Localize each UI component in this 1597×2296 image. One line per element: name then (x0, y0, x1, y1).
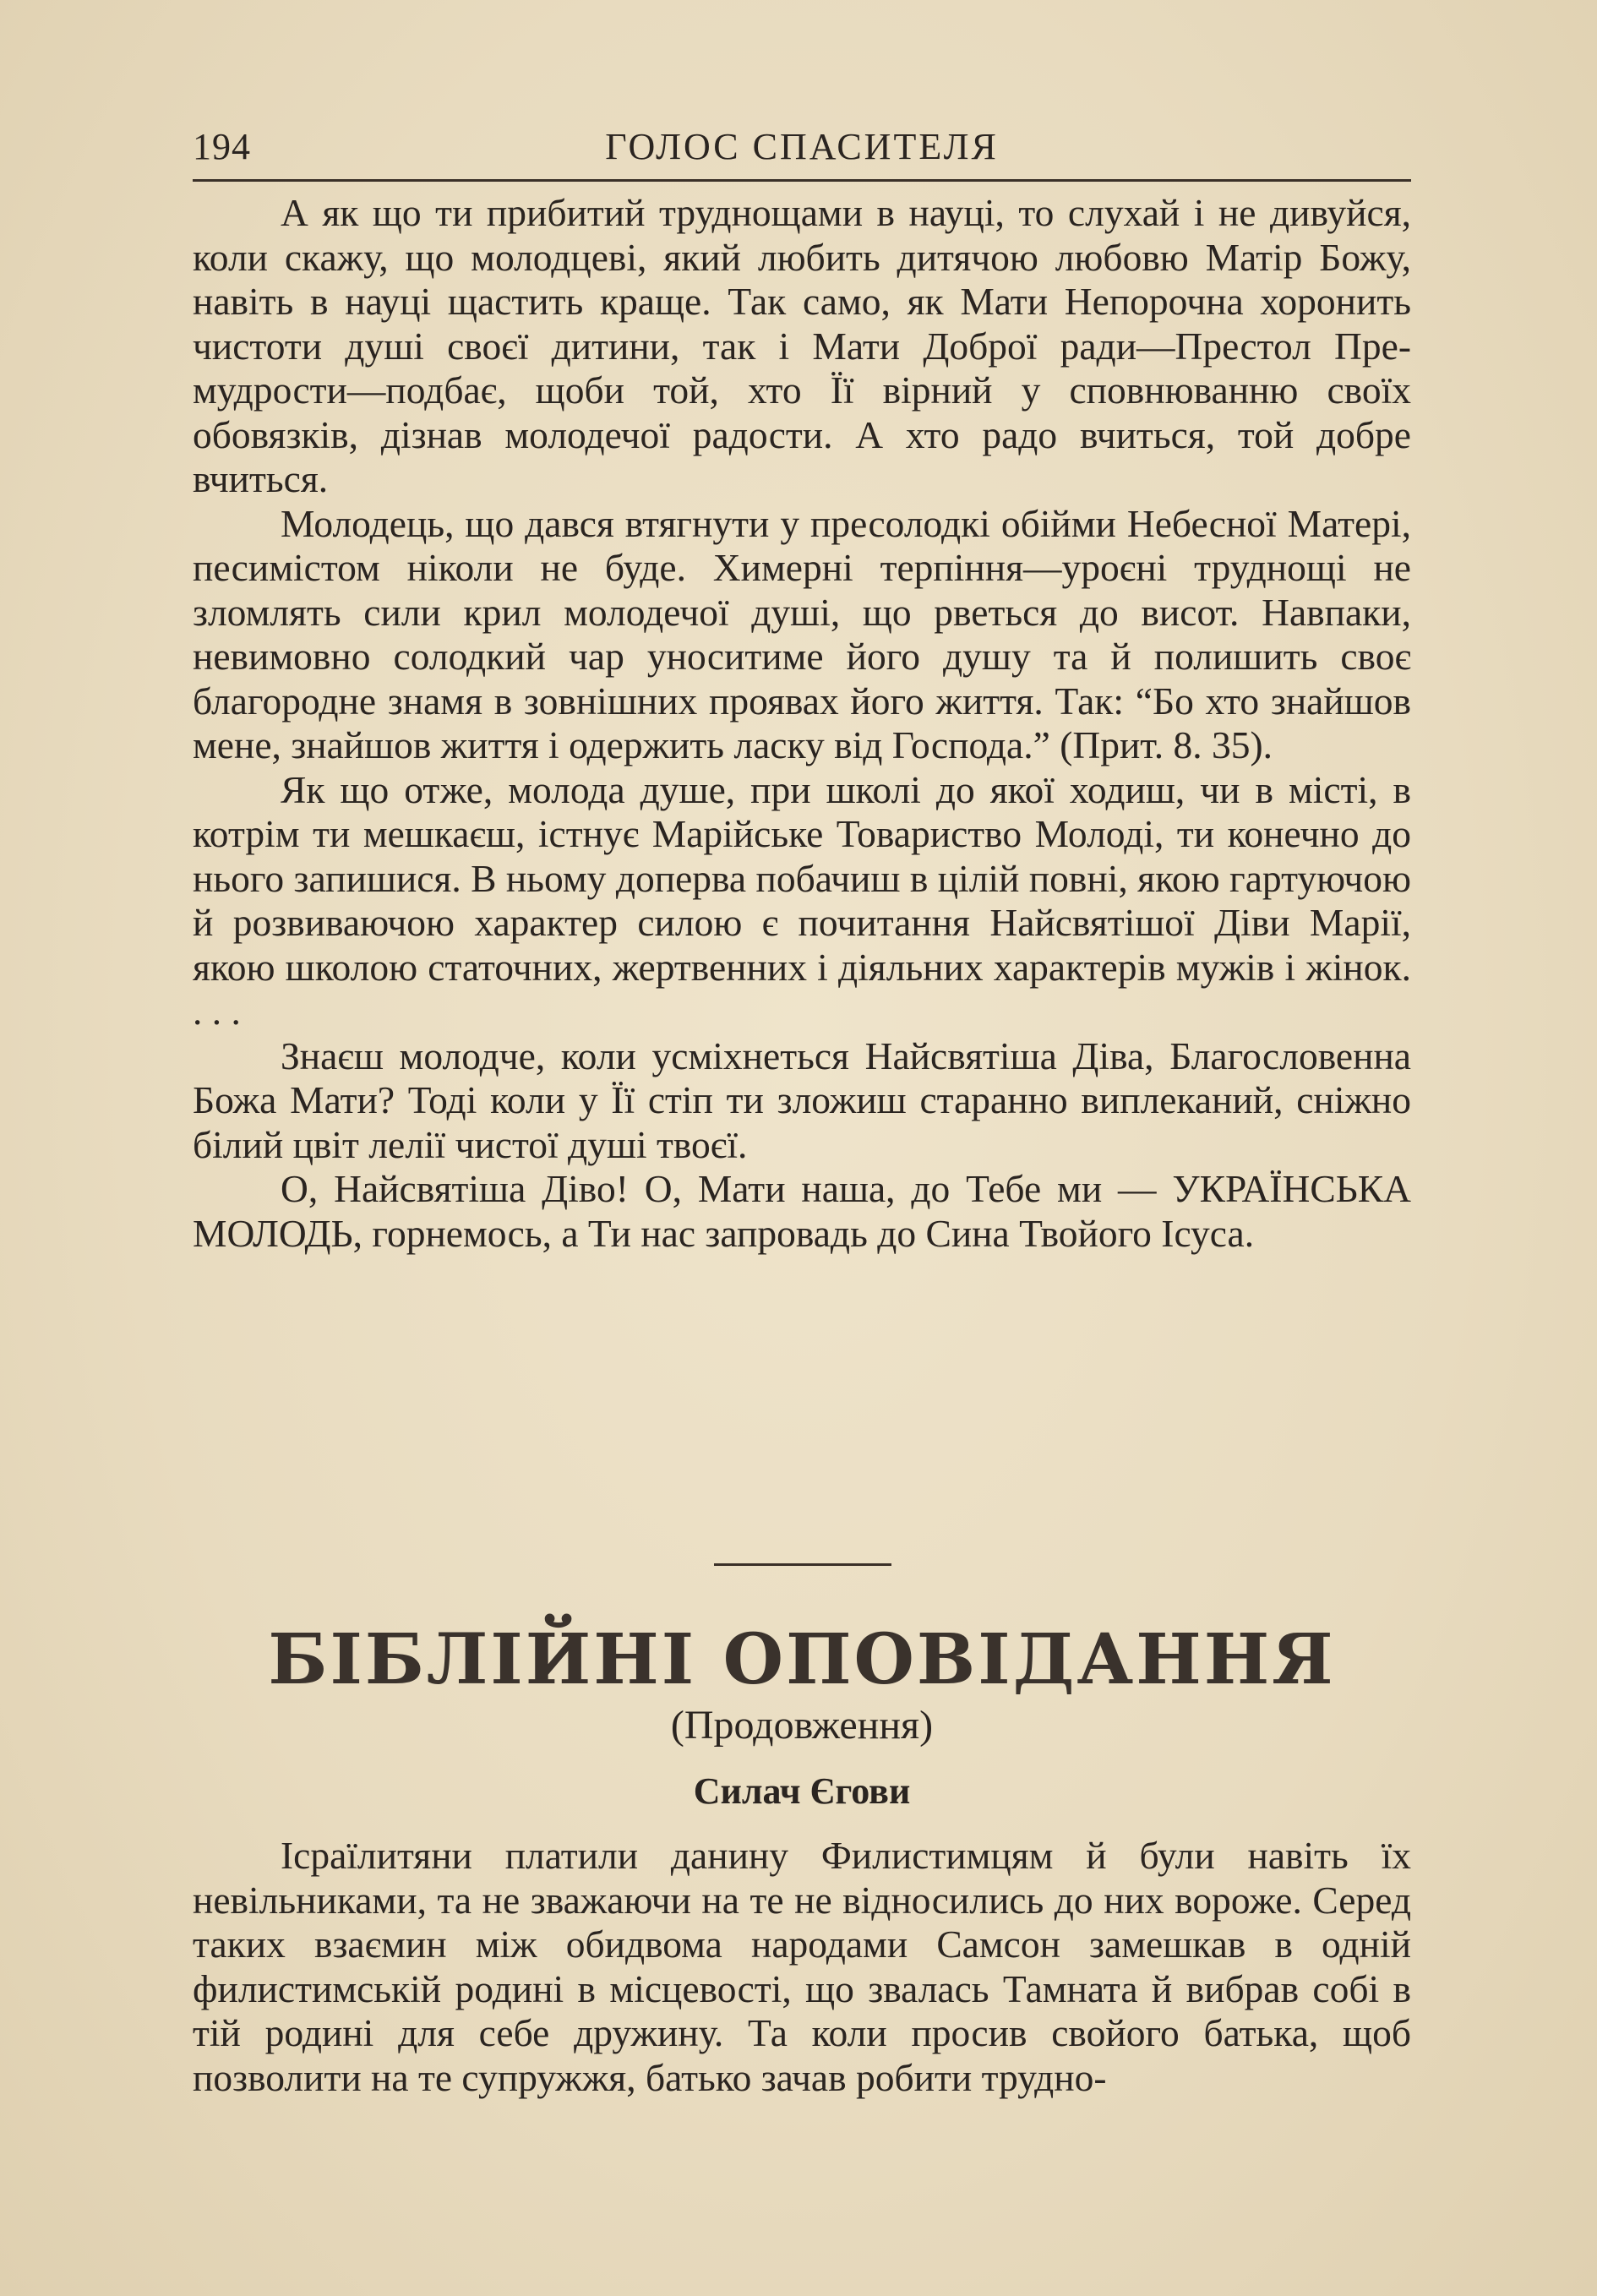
section-subtitle: (Продовження) (670, 1703, 934, 1748)
section-divider (714, 1563, 891, 1566)
story-title: Силач Єгови (693, 1770, 911, 1812)
paragraph: А як що ти прибитий труднощами в науці, то слухай і не дивуйся, коли скажу, що молодцеві, який любить дитячою любовю Матір Божу, навіть в науці щастить краще. Так само, як Мати Непорочна хоронить чистоти душі своєї дитини, так і Мати Доброї ради—Престол Премудрости—подбає, щоби той, хто Її вірний у сповнюванню своїх обовязків, дізнав молодечої радости. А хто радо вчиться, той добре вчиться. (193, 191, 1411, 500)
page-header (193, 118, 1411, 182)
running-title: ГОЛОС СПАСИТЕЛЯ (605, 126, 999, 167)
page-number: 194 (193, 126, 251, 167)
story-body (193, 1834, 1411, 2100)
paragraph: Молодець, що дався втягнути у пресолодкі обійми Небесної Матері, песимістом ніколи не буде. Химерні терпіння—уроєні труднощі не зломлять сили крил молодечої душі, що рветься до висот. Навпаки, невимовно солодкий чар уноситиме його душу та й полишить своє благородне знамя в зовнішних проявах його життя. Так: “Бо хто знайшов мене, знайшов життя і одержить ласку від Господа.” (Прит. 8. 35). (193, 501, 1411, 766)
paragraph: Ісраїлитяни платили данину Филистимцям й були навіть їх невільниками, та не зважаючи на те не відносились до них вороже. Серед таких взаємин між обидвома народами Самсон замешкав в одній филистимській родині в місцевості, що звалась Тамната й вибрав собі в тій родині для себе дружину. Та коли просив свойого батька, щоб позволити на те супружжя, батько зачав робити трудно- (193, 1834, 1411, 2099)
paragraph: Знаєш молодче, коли усміхнеться Найсвятіша Діва, Благословенна Божа Мати? Тоді коли у Її стіп ти зложиш старанно виплеканий, сніжно білий цвіт лелії чистої душі твоєї. (193, 1033, 1411, 1166)
paragraph: Як що отже, молода душе, при школі до якої ходиш, чи в місті, в котрім ти мешкаєш, істнує Марійське Товариство Молоді, ти конечно до нього запишися. В ньому доперва побачиш в цілій повні, якою гартуючою й розвиваючою характер силою є почитання Найсвятішої Діви Марії, якою школою статочних, жертвенних і діяльних характерів мужів і жінок. . . . (193, 767, 1411, 1033)
article-body (193, 191, 1411, 1256)
paragraph: О, Найсвятіша Діво! О, Мати наша, до Тебе ми — УКРАЇНСЬКА МОЛОДЬ, горнемось, а Ти нас запровадь до Сина Твойого Ісуса. (193, 1167, 1411, 1255)
section-title: БІБЛІЙНІ ОПОВІДАННЯ (268, 1619, 1336, 1700)
